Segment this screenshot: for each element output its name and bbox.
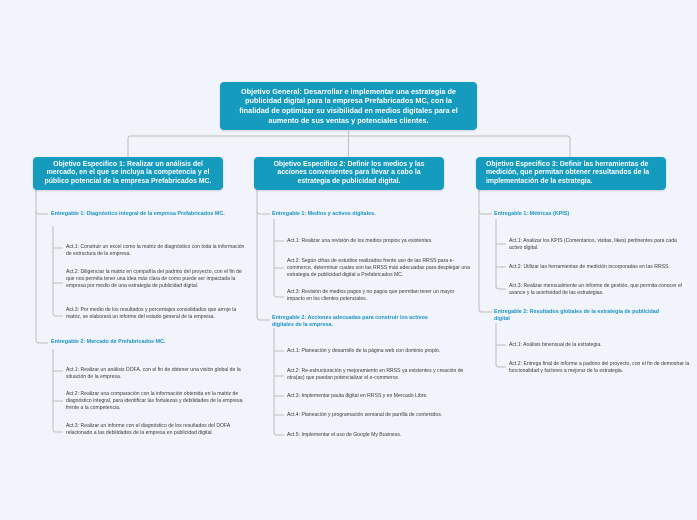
connector-obj1-d1 [36,211,48,214]
obj2-d2-activity-5[interactable]: Act.5: Implementar el uso de Google My Business. [287,432,402,438]
obj1-d2-activity-1[interactable]: Act.1: Realizar un análisis DOFA, con el fin de obtener una visión global de la situación de la empresa. [66,367,241,380]
connector-obj2-d2-trunk [274,328,284,435]
connector-obj2-d1-trunk [274,219,284,297]
connector-obj1-trunk [36,190,48,343]
obj1-deliverable-2[interactable]: Entregable 2: Mercado de Prefabricados MC. [51,339,166,345]
obj1-d2-activity-3[interactable]: Act.3: Realizar un informe con el diagnóstico de los resultados del DOFA relacionado a las debilidades de la empresa en publicidad digital. [66,423,230,436]
connector-obj2-trunk [257,190,270,320]
obj1-d1-activity-2[interactable]: Act.2: Diligenciar la matriz en compañía del padrino del proyecto, con el fin de que nos permita tener una idea más clara de como puede ser impactada la empresa por medio de una estrategia de publicidad digital. [66,269,242,289]
obj2-deliverable-1[interactable]: Entregable 1: Medios y activos digitales. [272,211,376,217]
connector-obj3-d1 [479,211,492,214]
specific-objective-1-node[interactable] [33,157,223,190]
obj2-d2-activity-2[interactable]: Act.2: Re-estructuración y mejoramiento en RRSS ya existentes y creación de otra(as) que puedan potencializar el e-commerce. [287,368,464,381]
specific-objective-3-text: Objetivo Especifico 3: Definir las herramientas de medición, que permitan obtener resultandos de la implementación de la estrategia. [486,160,650,185]
connector-obj1-d2-trunk [53,349,63,432]
connector-obj1-d1-trunk [53,226,63,316]
obj3-deliverable-1[interactable]: Entregable 1: Métricas (KPIS) [494,211,570,217]
specific-objective-3-node[interactable] [476,157,666,190]
obj2-d2-activity-1[interactable]: Act.1: Planeación y desarrollo de la página web con dominio propio. [287,348,441,354]
obj2-d2-activity-4[interactable]: Act.4: Planeación y programación semanal de parrilla de contenidos. [287,412,443,418]
obj2-d1-activity-3[interactable]: Act.3: Revisión de medios pagos y no pagos que permitan tener un mayor impacto en los clientes potenciales. [287,289,455,302]
connector-obj3-trunk [479,190,492,312]
specific-objective-1-text: Objetivo Especifico 1: Realizar un análisis del mercado, en el que se incluya la competencia y el público potencial de la empresa Prefabricados MC. [44,160,212,185]
specific-objective-2-node[interactable] [254,157,444,190]
obj2-deliverable-2[interactable]: Entregable 2: Acciones adecuadas para construir los activos digitales de la empresa. [272,315,428,328]
obj2-d1-activity-1[interactable]: Act.1: Realizar una revisión de los medios propios ya existentes. [287,238,433,244]
connector-main-to-obj1 [128,136,349,157]
obj2-d2-activity-3[interactable]: Act.3: Implementar pauta digital en RRSS y en Mercado Libre. [287,393,428,399]
obj3-d2-activity-1[interactable]: Act.1: Análisis binensual de la estrategia. [509,342,602,348]
connector-obj3-d2-trunk [496,323,506,367]
obj3-d2-activity-2[interactable]: Act.2: Entrega final de informe a padrino del proyecto, con el fin de demostrar la funcionalidad y factores a mejorar de la estrategia. [509,361,690,374]
connector-obj3-d1-trunk [496,219,506,289]
obj3-deliverable-2[interactable]: Entregable 2: Resultados globales de la estrategia de publicidad digital [494,309,660,322]
general-objective-text: Objetivo General: Desarrollar e implementar una estrategia de publicidad digital para la empresa Prefabricados MC, con la finalidad de optimizar su visibilidad en medios digitales para el aumento de sus ventas y potenciales clientes. [239,86,458,125]
obj3-d1-activity-2[interactable]: Act.2: Utilizar las herramientas de medición incorporadas en las RRSS. [509,264,670,270]
obj1-d1-activity-3[interactable]: Act.3: Por medio de los resultados y porcentajes consolidados que arroje la matriz, se elaborará un informe del estado general de la empresa. [66,307,237,320]
obj1-d1-activity-1[interactable]: Act.1: Construir un excel como la matriz de diagnóstico con toda la información de estructura de la empresa. [66,244,245,257]
specific-objective-2-text: Objetivo Especifico 2: Definir los medios y las acciones convenientes para llevar a cabo la estrategia de publicidad digital. [273,160,425,185]
obj1-deliverable-1[interactable]: Entregable 1: Diagnóstico integral de la empresa Prefabricados MC. [51,211,225,217]
connector-obj2-d1 [257,211,270,214]
obj2-d1-activity-2[interactable]: Act.2: Según cifras de estudios realizados frente uso de las RRSS para e-commerce, determinar cuales son las RRSS más adecuadas para desplegar una estrategia de publicidad digital a Prefabricados MC. [287,258,470,278]
obj3-d1-activity-3[interactable]: Act.3: Realizar mensualmente un informe de gestión, que permita conocer el avance y la acertividad de las estrategias. [509,283,682,296]
obj1-d2-activity-2[interactable]: Act.2: Realizar una comparación con la información obtenida en la matriz de diagnóstico integral, para identificar las fortalezas y debilidades de la empresa frente a la competencia. [66,391,243,411]
general-objective-node[interactable] [220,82,477,130]
connector-main-to-obj3 [349,136,571,157]
obj3-d1-activity-1[interactable]: Act.1: Analizar los KPIS (Comentarios, visitas, likes) pertinentes para cada activo digital. [509,238,677,251]
